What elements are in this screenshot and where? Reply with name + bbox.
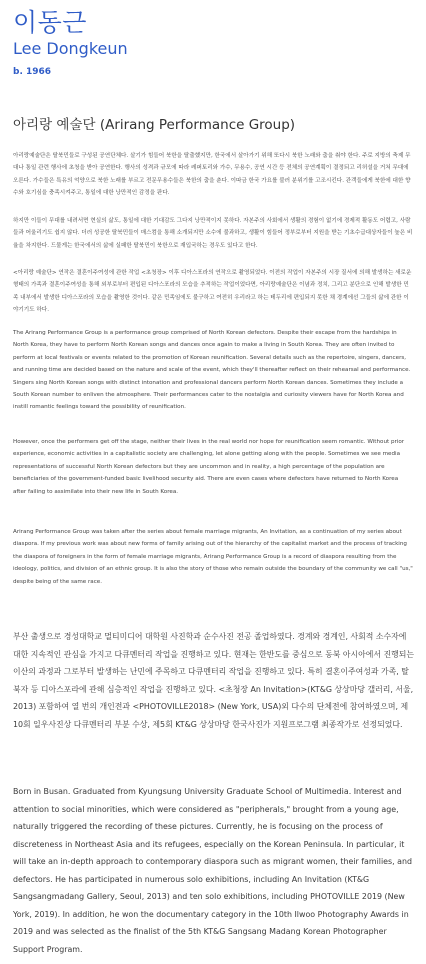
bio-english: Born in Busan. Graduated from Kyungsung University Graduate School of Multimedia. Interest and attention to social minorities, which were considered as "peripherals," brought from a young age, naturally triggered the recording of these pictures. Currently, he is focusing on the process of discreteness in Northeast Asia and its refugees, especially on the Korean Peninsula. In particular, it will take an in-depth approach to contemporary diaspora such as migrant women, their families, and defectors. He has participated in numerous solo exhibitions, including An Invitation (KT&G Sangsangmadang Gallery, Seoul, 2013) and ten solo exhibitions, including PHOTOVILLE 2019 (New York, 2019). In addition, he won the documentary category in the 10th Ilwoo Photography Awards in 2019 and was selected as the finalist of the 5th KT&G Sangsang Madang Korean Photographer Support Program. [13,787,412,954]
bio-korean: 부산 출생으로 경성대학교 멀티미디어 대학원 사진학과 순수사진 전공 졸업하였다. 경계와 경계인, 사회적 소수자에 대한 지속적인 관심을 가지고 다큐멘터리 작업을 진행하고 있다. 현재는 한반도를 중심으로 동북 아시아에서 진행되는 이산의 과정과 그로부터 발생하는 난민에 주목하고 다큐멘터리 작업을 진행하고 있다. 특히 결혼이주여성과 가족, 탈북자 등 디아스포라에 관해 심층적인 작업을 진행하고 있다. <초청장 An Invitation>(KT&G 상상마당 갤러리, 서울, 2013) 포함하여 열 번의 개인전과 <PHOTOVILLE2018> (New York, USA)외 다수의 단체전에 참여하였으며, 제10회 일우사진상 다큐멘터리 부분 수상, 제5회 KT&G 상상마당 한국사진가 지원프로그램 최종작가로 선정되었다. [13,632,414,729]
paragraph-en-2: However, once the performers get off the stage, neither their lives in the real world nor hope for reunification seem romantic. Without prior experience, economic activities in a capitalistic society are challenging, let alone getting along with the people. Sometimes we see media representations of successful North Korean defectors but they are uncommon and in reality, a high percentage of the population are beneficiaries of the government-funded basic livelihood security aid. There are even cases where defectors have returned to North Korea after failing to assimilate into their new life in South Korea. [13,439,405,495]
paragraph-en-1: The Arirang Performance Group is a performance group comprised of North Korean defectors. Despite their escape from the hardships in North Korea, they have to perform North Korean songs and dances once again to make a living in South Korea. They are often invited to perform at local festivals or events related to the promotion of Korean reunification. Several details such as the repertoire, singers, dancers, and running time are decided based on the nature and scale of the event, which they'll thereafter reflect on their rehearsal and performance. Singers sing North Korean songs with distinct intonation and professional dancers perform North Korean dances. Sometimes they include a South Korean number to enliven the atmosphere. Their performances cater to the nostalgia and curiosity viewers have for North Korea and instill romantic feelings toward the possibility of reunification. [13,330,411,411]
artist-birth-year: b. 1966 [13,67,52,77]
paragraph-ko-1: 아리랑예술단은 탈북민들로 구성된 공연단체다. 살기가 힘들어 북한을 탈출했지만, 한국에서 살아가기 위해 또다시 북한 노래와 춤을 춰야 한다. 주로 지방의 축제 무대나 통일 관련 행사에 초청을 받아 공연한다. 행사의 성격과 규모에 따라 레퍼토리와 가수, 무용수, 공연 시간 등 전체의 공연계획이 결정되고 리허설을 거쳐 무대에 오른다. 가수들은 특유의 억양으로 북한 노래를 부르고 전문무용수들은 북한의 춤을 춘다. 이따금 한국 가요를 불러 분위기를 고조시킨다. 관객들에게 북한에 대한 향수와 호기심을 충족시켜주고, 통일에 대한 낭만적인 감정을 판다. [13,153,411,197]
paragraph-ko-2: 하지만 이들이 무대를 내려서면 현실의 삶도, 통일에 대한 기대감도 그다지 낭만적이지 못하다. 자본주의 사회에서 생활의 경험이 없기에 경제적 활동도 어렵고, 사람들과 어울리기도 쉽지 않다. 더러 성공한 탈북민들이 매스컴을 통해 소개되지만 소수에 불과하고, 생활이 힘들어 정부로부터 지원을 받는 기초수급대상자들이 높은 비율을 차지한다. 드물게는 한국에서의 삶에 실패한 탈북민이 북한으로 재입국하는 경우도 있다고 한다. [13,218,413,249]
artist-name-english: Lee Dongkeun [13,39,128,58]
artist-name-korean: 이동근 [13,8,87,37]
series-title: 아리랑 예술단 (Arirang Performance Group) [13,117,296,133]
paragraph-en-3: Arirang Performance Group was taken after the series about female marriage migrants, An Invitation, as a continuation of my series about diaspora. If my previous work was about new forms of family arising out of the hierarchy of the capitalist market and the process of tracking the diaspora of foreigners in the form of female marriage migrants, Arirang Performance Group is a record of diaspora resulting from the ideology, politics, and division of an ethnic group. It is also the story of those who remain outside the boundary of the community we call "us," despite being of the same race. [13,529,413,585]
paragraph-ko-3: <아리랑 예술단> 연작은 결혼이주여성에 관한 작업 <초청장> 이후 디아스포라의 연작으로 촬영되었다. 이전의 작업이 자본주의 시장 질서에 의해 발생하는 새로운 형태의 가족과 결혼이주여성을 통해 외부로부터 편입된 디아스포라의 모습을 추적하는 작업이었다면, 아리랑예술단은 이념과 정치, 그리고 분단으로 인해 발생한 민족 내부에서 발생한 디아스포라의 모습을 촬영한 것이다. 같은 민족임에도 불구하고 여전히 우리라고 하는 테두리에 편입되지 못한 채 경계에선 그들의 삶에 관한 이야기기도 하다. [13,270,412,314]
